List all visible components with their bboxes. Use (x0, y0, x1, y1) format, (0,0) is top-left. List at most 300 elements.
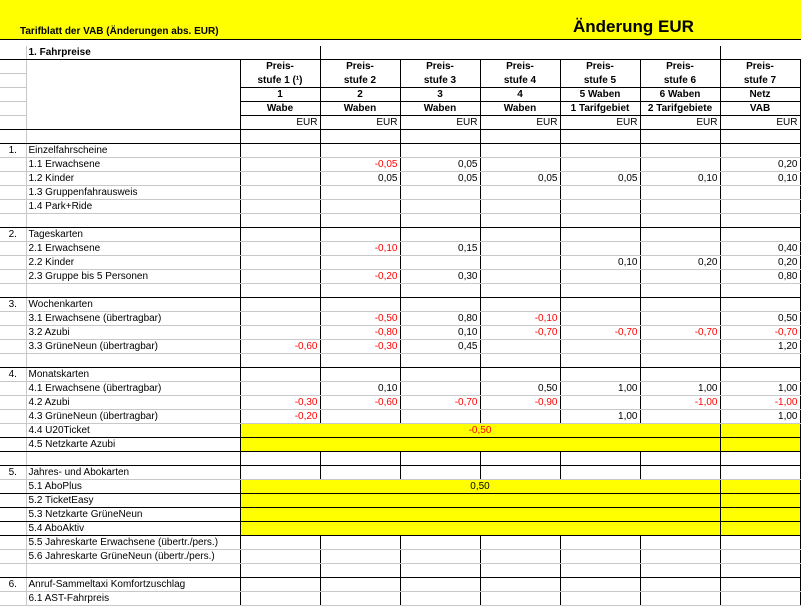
cell[interactable] (480, 466, 560, 480)
value-cell[interactable]: 1,00 (720, 410, 800, 424)
value-cell[interactable] (640, 536, 720, 550)
cell[interactable] (720, 368, 800, 382)
cell[interactable] (0, 592, 26, 606)
row-label[interactable]: 5.6 Jahreskarte GrüneNeun (übertr./pers.) (26, 550, 240, 564)
cell[interactable] (720, 480, 800, 494)
cell[interactable] (400, 298, 480, 312)
cell[interactable] (480, 46, 560, 60)
value-cell[interactable] (640, 270, 720, 284)
cell[interactable] (560, 466, 640, 480)
cell[interactable] (0, 46, 26, 60)
col-header-line2[interactable]: stufe 1 (¹) (240, 74, 320, 88)
cell[interactable] (480, 368, 560, 382)
col-header-unit[interactable]: EUR (240, 116, 320, 130)
row-label[interactable]: 5.5 Jahreskarte Erwachsene (übertr./pers.) (26, 536, 240, 550)
value-cell[interactable]: -0,10 (320, 242, 400, 256)
cell[interactable] (0, 284, 26, 298)
value-cell[interactable]: -0,20 (240, 410, 320, 424)
cell[interactable] (0, 508, 26, 522)
cell[interactable] (26, 452, 240, 466)
cell[interactable] (240, 564, 320, 578)
row-label[interactable]: 5.1 AboPlus (26, 480, 240, 494)
value-cell[interactable]: 1,00 (560, 382, 640, 396)
cell[interactable] (640, 144, 720, 158)
row-label[interactable]: 5.4 AboAktiv (26, 522, 240, 536)
cell[interactable] (560, 46, 640, 60)
value-cell[interactable]: 0,05 (480, 172, 560, 186)
value-cell[interactable]: -0,05 (320, 158, 400, 172)
value-cell[interactable] (560, 186, 640, 200)
row-label[interactable]: 3.2 Azubi (26, 326, 240, 340)
cell[interactable] (480, 144, 560, 158)
value-cell[interactable] (560, 536, 640, 550)
cell[interactable] (0, 354, 26, 368)
cell[interactable] (560, 564, 640, 578)
cell[interactable] (640, 46, 720, 60)
cell[interactable] (240, 578, 320, 592)
value-cell[interactable]: -0,30 (240, 396, 320, 410)
row-label[interactable]: 4.4 U20Ticket (26, 424, 240, 438)
group-number[interactable]: 2. (0, 228, 26, 242)
row-label[interactable]: 1.4 Park+Ride (26, 200, 240, 214)
value-cell[interactable] (400, 256, 480, 270)
cell[interactable] (560, 144, 640, 158)
row-label[interactable]: 2.2 Kinder (26, 256, 240, 270)
value-cell[interactable] (240, 326, 320, 340)
cell[interactable] (0, 550, 26, 564)
value-cell[interactable] (720, 536, 800, 550)
cell[interactable] (480, 130, 560, 144)
value-cell[interactable]: 0,40 (720, 242, 800, 256)
cell[interactable] (26, 116, 240, 130)
cell[interactable] (0, 326, 26, 340)
cell[interactable] (0, 396, 26, 410)
cell[interactable] (26, 102, 240, 116)
value-cell[interactable] (240, 382, 320, 396)
value-cell[interactable]: -0,60 (320, 396, 400, 410)
cell[interactable] (400, 284, 480, 298)
value-cell[interactable] (560, 396, 640, 410)
cell[interactable] (480, 284, 560, 298)
row-label[interactable]: 1.1 Erwachsene (26, 158, 240, 172)
col-header-unit[interactable]: EUR (320, 116, 400, 130)
section-title[interactable]: 1. Fahrpreise (26, 46, 320, 60)
value-cell[interactable] (480, 242, 560, 256)
cell[interactable] (0, 74, 26, 88)
value-cell[interactable]: 0,15 (400, 242, 480, 256)
value-cell[interactable]: 0,80 (720, 270, 800, 284)
col-header-line4[interactable]: 1 Tarifgebiet (560, 102, 640, 116)
cell[interactable] (720, 508, 800, 522)
value-cell[interactable] (240, 200, 320, 214)
col-header-unit[interactable]: EUR (560, 116, 640, 130)
cell[interactable] (400, 130, 480, 144)
cell[interactable] (0, 256, 26, 270)
value-cell[interactable] (640, 312, 720, 326)
row-label[interactable]: 2.3 Gruppe bis 5 Personen (26, 270, 240, 284)
cell[interactable] (26, 284, 240, 298)
cell[interactable] (640, 214, 720, 228)
cell[interactable] (320, 354, 400, 368)
cell[interactable] (480, 564, 560, 578)
cell[interactable] (720, 354, 800, 368)
cell[interactable] (320, 466, 400, 480)
col-header-line1[interactable]: Preis- (560, 60, 640, 74)
value-cell[interactable] (320, 410, 400, 424)
cell[interactable] (640, 578, 720, 592)
col-header-unit[interactable]: EUR (480, 116, 560, 130)
value-cell[interactable] (240, 270, 320, 284)
merged-value-cell[interactable] (240, 522, 720, 536)
col-header-line3[interactable]: 6 Waben (640, 88, 720, 102)
cell[interactable] (720, 578, 800, 592)
group-number[interactable]: 4. (0, 368, 26, 382)
cell[interactable] (720, 438, 800, 452)
value-cell[interactable]: -0,70 (480, 326, 560, 340)
col-header-line2[interactable]: stufe 2 (320, 74, 400, 88)
col-header-line3[interactable]: 5 Waben (560, 88, 640, 102)
cell[interactable] (240, 368, 320, 382)
row-label[interactable]: 3.3 GrüneNeun (übertragbar) (26, 340, 240, 354)
col-header-line2[interactable]: stufe 6 (640, 74, 720, 88)
cell[interactable] (720, 214, 800, 228)
group-label[interactable]: Tageskarten (26, 228, 240, 242)
value-cell[interactable]: 0,80 (400, 312, 480, 326)
cell[interactable] (0, 172, 26, 186)
value-cell[interactable] (640, 186, 720, 200)
cell[interactable] (720, 46, 800, 60)
value-cell[interactable] (240, 550, 320, 564)
group-number[interactable]: 5. (0, 466, 26, 480)
cell[interactable] (0, 424, 26, 438)
value-cell[interactable]: 0,20 (720, 256, 800, 270)
cell[interactable] (320, 144, 400, 158)
merged-value-cell[interactable]: 0,50 (240, 480, 720, 494)
value-cell[interactable] (640, 410, 720, 424)
value-cell[interactable]: 1,00 (640, 382, 720, 396)
cell[interactable] (240, 144, 320, 158)
value-cell[interactable] (320, 200, 400, 214)
cell[interactable] (560, 214, 640, 228)
value-cell[interactable]: 0,10 (720, 172, 800, 186)
value-cell[interactable] (480, 536, 560, 550)
cell[interactable] (26, 130, 240, 144)
cell[interactable] (720, 452, 800, 466)
value-cell[interactable] (320, 550, 400, 564)
cell[interactable] (26, 88, 240, 102)
value-cell[interactable] (400, 382, 480, 396)
row-label[interactable]: 4.5 Netzkarte Azubi (26, 438, 240, 452)
cell[interactable] (720, 522, 800, 536)
cell[interactable] (560, 130, 640, 144)
value-cell[interactable] (480, 256, 560, 270)
col-header-line2[interactable]: stufe 4 (480, 74, 560, 88)
merged-value-cell[interactable] (240, 508, 720, 522)
value-cell[interactable]: 1,00 (720, 382, 800, 396)
cell[interactable] (320, 298, 400, 312)
value-cell[interactable] (560, 200, 640, 214)
cell[interactable] (560, 578, 640, 592)
cell[interactable] (560, 368, 640, 382)
cell[interactable] (320, 214, 400, 228)
cell[interactable] (720, 228, 800, 242)
value-cell[interactable]: 0,50 (720, 312, 800, 326)
cell[interactable] (640, 130, 720, 144)
value-cell[interactable]: 0,20 (640, 256, 720, 270)
cell[interactable] (400, 228, 480, 242)
group-label[interactable]: Monatskarten (26, 368, 240, 382)
value-cell[interactable]: 0,45 (400, 340, 480, 354)
value-cell[interactable] (480, 200, 560, 214)
value-cell[interactable] (560, 592, 640, 606)
col-header-line3[interactable]: 4 (480, 88, 560, 102)
col-header-line1[interactable]: Preis- (480, 60, 560, 74)
cell[interactable] (0, 494, 26, 508)
cell[interactable] (26, 354, 240, 368)
cell[interactable] (640, 284, 720, 298)
cell[interactable] (640, 354, 720, 368)
value-cell[interactable] (480, 270, 560, 284)
value-cell[interactable] (480, 186, 560, 200)
cell[interactable] (400, 578, 480, 592)
cell[interactable] (720, 284, 800, 298)
value-cell[interactable] (240, 186, 320, 200)
value-cell[interactable]: 1,00 (560, 410, 640, 424)
cell[interactable] (480, 228, 560, 242)
cell[interactable] (720, 424, 800, 438)
value-cell[interactable] (640, 242, 720, 256)
cell[interactable] (0, 438, 26, 452)
value-cell[interactable]: 0,20 (720, 158, 800, 172)
cell[interactable] (0, 88, 26, 102)
value-cell[interactable]: 0,05 (400, 172, 480, 186)
col-header-unit[interactable]: EUR (400, 116, 480, 130)
cell[interactable] (320, 284, 400, 298)
cell[interactable] (640, 298, 720, 312)
row-label[interactable]: 1.2 Kinder (26, 172, 240, 186)
merged-value-cell[interactable] (240, 494, 720, 508)
value-cell[interactable]: 1,20 (720, 340, 800, 354)
row-label[interactable]: 6.1 AST-Fahrpreis (26, 592, 240, 606)
cell[interactable] (0, 410, 26, 424)
cell[interactable] (560, 284, 640, 298)
value-cell[interactable]: -0,60 (240, 340, 320, 354)
col-header-line2[interactable]: stufe 5 (560, 74, 640, 88)
cell[interactable] (0, 536, 26, 550)
group-label[interactable]: Jahres- und Abokarten (26, 466, 240, 480)
value-cell[interactable]: 0,10 (560, 256, 640, 270)
group-label[interactable]: Einzelfahrscheine (26, 144, 240, 158)
cell[interactable] (240, 214, 320, 228)
cell[interactable] (640, 368, 720, 382)
col-header-line1[interactable]: Preis- (240, 60, 320, 74)
cell[interactable] (0, 130, 26, 144)
value-cell[interactable]: -0,80 (320, 326, 400, 340)
cell[interactable] (320, 368, 400, 382)
cell[interactable] (320, 130, 400, 144)
cell[interactable] (240, 284, 320, 298)
row-label[interactable]: 5.2 TicketEasy (26, 494, 240, 508)
value-cell[interactable] (240, 242, 320, 256)
value-cell[interactable] (320, 536, 400, 550)
cell[interactable] (720, 144, 800, 158)
col-header-line2[interactable]: stufe 7 (720, 74, 800, 88)
value-cell[interactable]: -0,90 (480, 396, 560, 410)
value-cell[interactable] (480, 158, 560, 172)
col-header-line4[interactable]: Waben (480, 102, 560, 116)
value-cell[interactable] (400, 186, 480, 200)
value-cell[interactable] (400, 536, 480, 550)
value-cell[interactable] (720, 200, 800, 214)
value-cell[interactable] (560, 242, 640, 256)
cell[interactable] (640, 452, 720, 466)
value-cell[interactable] (480, 410, 560, 424)
cell[interactable] (400, 144, 480, 158)
row-label[interactable]: 1.3 Gruppenfahrausweis (26, 186, 240, 200)
value-cell[interactable] (480, 592, 560, 606)
value-cell[interactable]: -0,20 (320, 270, 400, 284)
merged-value-cell[interactable] (240, 438, 720, 452)
cell[interactable] (240, 452, 320, 466)
cell[interactable] (0, 116, 26, 130)
cell[interactable] (240, 130, 320, 144)
cell[interactable] (0, 60, 26, 74)
cell[interactable] (720, 564, 800, 578)
value-cell[interactable] (720, 550, 800, 564)
col-header-unit[interactable]: EUR (640, 116, 720, 130)
value-cell[interactable]: 0,10 (400, 326, 480, 340)
cell[interactable] (400, 354, 480, 368)
cell[interactable] (720, 298, 800, 312)
value-cell[interactable] (240, 592, 320, 606)
value-cell[interactable] (640, 340, 720, 354)
row-label[interactable]: 3.1 Erwachsene (übertragbar) (26, 312, 240, 326)
value-cell[interactable] (240, 536, 320, 550)
cell[interactable] (400, 466, 480, 480)
col-header-line3[interactable]: 2 (320, 88, 400, 102)
cell[interactable] (480, 298, 560, 312)
value-cell[interactable] (400, 550, 480, 564)
col-header-line3[interactable]: 3 (400, 88, 480, 102)
cell[interactable] (640, 228, 720, 242)
cell[interactable] (720, 494, 800, 508)
value-cell[interactable] (720, 592, 800, 606)
value-cell[interactable]: -1,00 (720, 396, 800, 410)
value-cell[interactable] (560, 312, 640, 326)
cell[interactable] (320, 578, 400, 592)
cell[interactable] (240, 354, 320, 368)
value-cell[interactable]: -1,00 (640, 396, 720, 410)
col-header-line4[interactable]: Waben (400, 102, 480, 116)
cell[interactable] (0, 102, 26, 116)
value-cell[interactable] (480, 550, 560, 564)
value-cell[interactable] (240, 158, 320, 172)
cell[interactable] (26, 564, 240, 578)
row-label[interactable]: 2.1 Erwachsene (26, 242, 240, 256)
col-header-line3[interactable]: 1 (240, 88, 320, 102)
value-cell[interactable]: -0,70 (640, 326, 720, 340)
value-cell[interactable]: 0,05 (560, 172, 640, 186)
col-header-line4[interactable]: 2 Tarifgebiete (640, 102, 720, 116)
value-cell[interactable] (400, 200, 480, 214)
row-label[interactable]: 5.3 Netzkarte GrüneNeun (26, 508, 240, 522)
cell[interactable] (400, 214, 480, 228)
merged-value-cell[interactable]: -0,50 (240, 424, 720, 438)
group-number[interactable]: 6. (0, 578, 26, 592)
value-cell[interactable] (640, 592, 720, 606)
col-header-line4[interactable]: VAB (720, 102, 800, 116)
value-cell[interactable] (640, 158, 720, 172)
value-cell[interactable] (240, 172, 320, 186)
value-cell[interactable]: 0,10 (320, 382, 400, 396)
cell[interactable] (320, 46, 400, 60)
cell[interactable] (400, 46, 480, 60)
cell[interactable] (26, 74, 240, 88)
value-cell[interactable] (560, 550, 640, 564)
cell[interactable] (0, 200, 26, 214)
col-header-line1[interactable]: Preis- (720, 60, 800, 74)
value-cell[interactable]: 0,30 (400, 270, 480, 284)
cell[interactable] (320, 228, 400, 242)
col-header-line1[interactable]: Preis- (400, 60, 480, 74)
col-header-line1[interactable]: Preis- (640, 60, 720, 74)
cell[interactable] (0, 270, 26, 284)
cell[interactable] (0, 214, 26, 228)
cell[interactable] (320, 564, 400, 578)
cell[interactable] (320, 452, 400, 466)
value-cell[interactable] (400, 410, 480, 424)
value-cell[interactable]: 0,10 (640, 172, 720, 186)
value-cell[interactable]: -0,10 (480, 312, 560, 326)
value-cell[interactable] (480, 340, 560, 354)
cell[interactable] (560, 354, 640, 368)
cell[interactable] (720, 466, 800, 480)
cell[interactable] (560, 298, 640, 312)
value-cell[interactable] (640, 550, 720, 564)
cell[interactable] (240, 466, 320, 480)
cell[interactable] (0, 242, 26, 256)
cell[interactable] (640, 466, 720, 480)
col-header-line3[interactable]: Netz (720, 88, 800, 102)
value-cell[interactable]: 0,05 (400, 158, 480, 172)
value-cell[interactable] (400, 592, 480, 606)
value-cell[interactable] (240, 312, 320, 326)
cell[interactable] (26, 214, 240, 228)
cell[interactable] (400, 368, 480, 382)
cell[interactable] (0, 452, 26, 466)
cell[interactable] (480, 214, 560, 228)
cell[interactable] (560, 228, 640, 242)
row-label[interactable]: 4.3 GrüneNeun (übertragbar) (26, 410, 240, 424)
cell[interactable] (560, 452, 640, 466)
value-cell[interactable] (560, 158, 640, 172)
cell[interactable] (480, 578, 560, 592)
cell[interactable] (720, 130, 800, 144)
value-cell[interactable]: -0,70 (720, 326, 800, 340)
value-cell[interactable] (320, 592, 400, 606)
cell[interactable] (480, 354, 560, 368)
value-cell[interactable] (640, 200, 720, 214)
cell[interactable] (0, 312, 26, 326)
value-cell[interactable] (560, 270, 640, 284)
col-header-line1[interactable]: Preis- (320, 60, 400, 74)
group-label[interactable]: Wochenkarten (26, 298, 240, 312)
cell[interactable] (400, 452, 480, 466)
col-header-line4[interactable]: Waben (320, 102, 400, 116)
cell[interactable] (480, 452, 560, 466)
value-cell[interactable] (240, 256, 320, 270)
cell[interactable] (0, 158, 26, 172)
